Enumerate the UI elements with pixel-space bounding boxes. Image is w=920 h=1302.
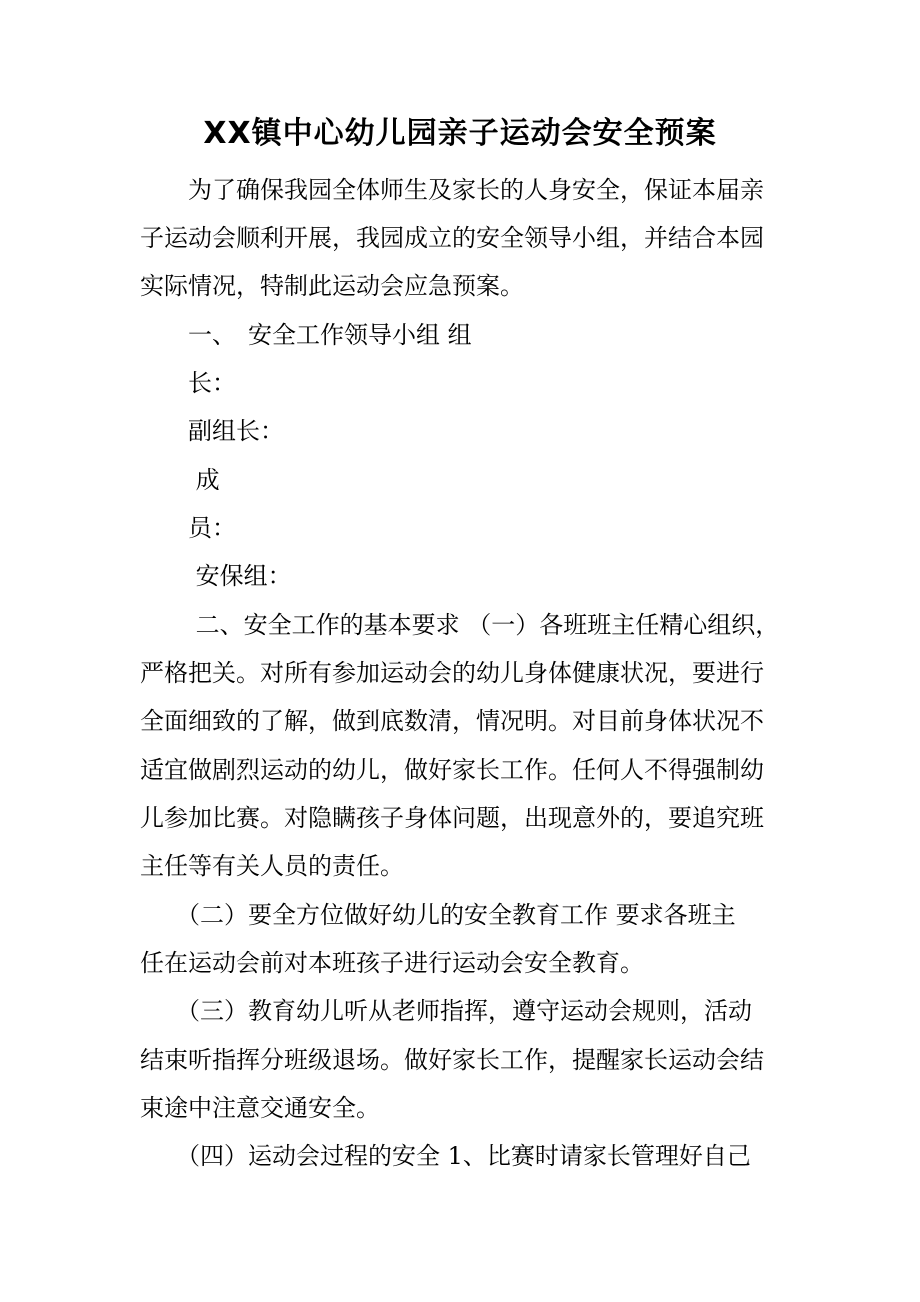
paragraph-line: 儿参加比赛。对隐瞒孩子身体问题，出现意外的，要追究班: [140, 804, 764, 832]
paragraph-line: （二）要全方位做好幼儿的安全教育工作 要求各班主: [140, 901, 736, 929]
leader-label: 长：: [140, 369, 236, 397]
member-label-part2: 员：: [140, 514, 236, 542]
security-group-label: 安保组：: [140, 562, 292, 590]
paragraph-line: 严格把关。对所有参加运动会的幼儿身体健康状况，要进行: [140, 659, 764, 687]
section-heading-line: 一、 安全工作领导小组 组: [140, 321, 472, 349]
paragraph-line: 实际情况，特制此运动会应急预案。: [140, 272, 524, 300]
paragraph-line: 主任等有关人员的责任。: [140, 852, 404, 880]
section-heading-line: 二、安全工作的基本要求 （一）各班班主任精心组织，: [140, 611, 780, 639]
paragraph-line: 为了确保我园全体师生及家长的人身安全，保证本届亲: [140, 176, 764, 204]
paragraph-line: （三）教育幼儿听从老师指挥，遵守运动会规则，活动: [140, 997, 752, 1025]
paragraph-line: 任在运动会前对本班孩子进行运动会安全教育。: [140, 949, 644, 977]
paragraph-line: 束途中注意交通安全。: [140, 1094, 380, 1122]
deputy-leader-label: 副组长：: [140, 417, 284, 445]
paragraph-line: （四）运动会过程的安全 1、比赛时请家长管理好自己: [140, 1142, 751, 1170]
member-label-part1: 成: [140, 466, 220, 494]
paragraph-line: 子运动会顺利开展，我园成立的安全领导小组，并结合本园: [140, 224, 764, 252]
document-title: XX镇中心幼儿园亲子运动会安全预案: [203, 116, 717, 151]
paragraph-line: 全面细致的了解，做到底数清，情况明。对目前身体状况不: [140, 707, 764, 735]
paragraph-line: 适宜做剧烈运动的幼儿，做好家长工作。任何人不得强制幼: [140, 756, 764, 784]
paragraph-line: 结束听指挥分班级退场。做好家长工作，提醒家长运动会结: [140, 1046, 764, 1074]
